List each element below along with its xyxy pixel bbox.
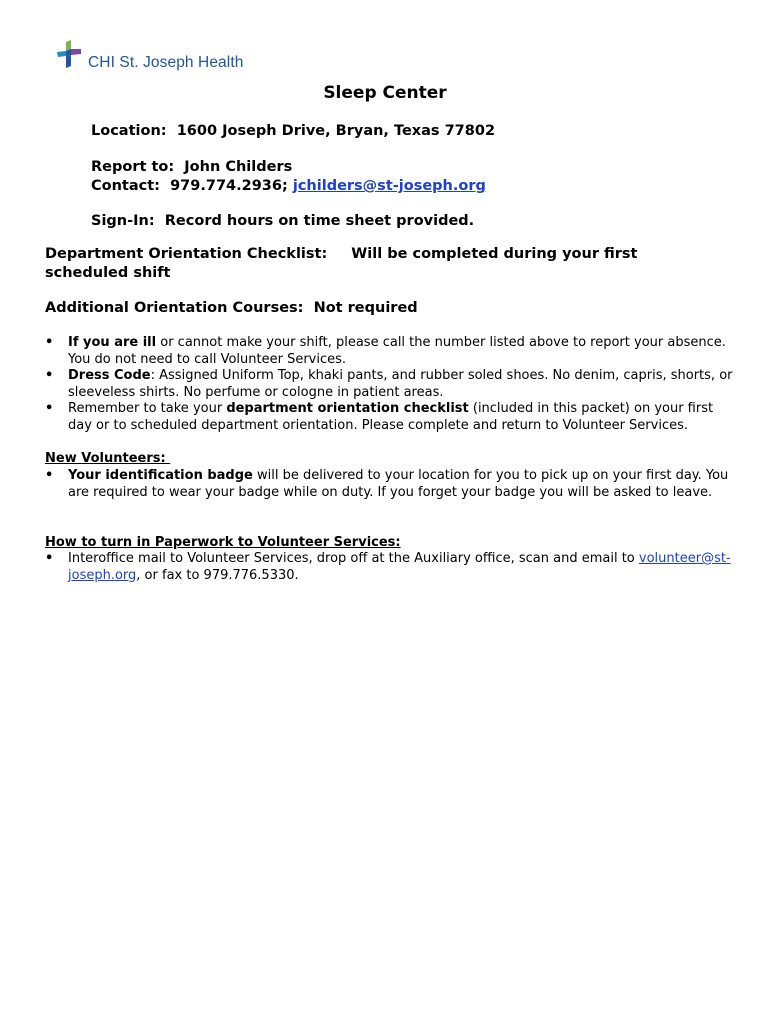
location-label: Location: [91, 123, 167, 139]
bullet-dot: • [45, 335, 54, 350]
badge-bold: Your identification badge [68, 468, 253, 483]
sign-in-line [91, 212, 474, 230]
additional-courses-line [45, 299, 418, 317]
report-to-line [91, 158, 292, 176]
location-line [91, 122, 495, 140]
reminder-text: (included in this packet) on your first day or to scheduled department orientation. Please complete and return to Volunteer Services. [68, 401, 714, 433]
logo-brand-text: CHI St. Joseph Health [88, 53, 244, 71]
instructions-list [45, 335, 735, 435]
paperwork-text: Interoffice mail to Volunteer Services, drop off at the Auxiliary office, scan and email to [68, 551, 639, 566]
sign-in-value: Record hours on time sheet provided. [164, 213, 475, 229]
sign-in-label: Sign-In: [91, 213, 155, 229]
badge-text: will be delivered to your location for you to pick up on your first day. You are required to wear your badge while on duty. If you forget your badge you will be asked to leave. [68, 468, 729, 500]
contact-email-link[interactable]: jchilders@st-joseph.org [292, 178, 486, 194]
checklist-label: Department Orientation Checklist: [45, 246, 328, 262]
contact-line [91, 177, 486, 195]
location-value: 1600 Joseph Drive, Bryan, Texas 77802 [176, 123, 496, 139]
bullet-dot: • [45, 401, 54, 417]
bullet-dot: • [45, 368, 54, 384]
report-to-value: John Childers [184, 159, 293, 175]
new-volunteers-heading: New Volunteers: [45, 451, 171, 466]
courses-value: Not required [313, 300, 418, 316]
bullet-dot: • [45, 551, 54, 566]
paperwork-heading: How to turn in Paperwork to Volunteer Services: [45, 535, 401, 550]
list-item-badge [45, 468, 735, 501]
reminder-bold: department orientation checklist [226, 401, 469, 417]
department-checklist [45, 245, 725, 283]
list-item-paperwork [45, 551, 735, 584]
chi-logo [57, 40, 243, 72]
reminder-pre: Remember to take your [68, 401, 227, 417]
checklist-value: Will be completed during your first scheduled shift [45, 246, 638, 281]
list-item-checklist-reminder [45, 401, 735, 434]
courses-label: Additional Orientation Courses: [45, 300, 304, 316]
paperwork-list [45, 551, 735, 584]
list-item-dress-code [45, 368, 735, 401]
contact-label: Contact: [91, 178, 160, 194]
report-to-label: Report to: [91, 159, 175, 175]
dress-code-text: : Assigned Uniform Top, khaki pants, and rubber soled shoes. No denim, capris, shorts, or sleeveless shirts. No perfume or cologne in patient areas. [68, 368, 733, 400]
volunteer-email-link[interactable]: volunteer@st-joseph.org [68, 551, 731, 583]
contact-phone: 979.774.2936; [170, 178, 288, 194]
ill-bold: If you are ill [68, 335, 157, 350]
bullet-dot: • [45, 468, 54, 483]
dress-code-bold: Dress Code [68, 368, 151, 384]
page-title: Sleep Center [323, 83, 447, 103]
list-item-ill [45, 335, 735, 368]
paperwork-after: , or fax to 979.776.5330. [136, 567, 299, 583]
new-volunteers-list [45, 468, 735, 501]
ill-text: or cannot make your shift, please call the number listed above to report your absence. You do not need to call Volunteer Services. [68, 335, 726, 367]
chi-cross-logo-icon [57, 40, 85, 72]
